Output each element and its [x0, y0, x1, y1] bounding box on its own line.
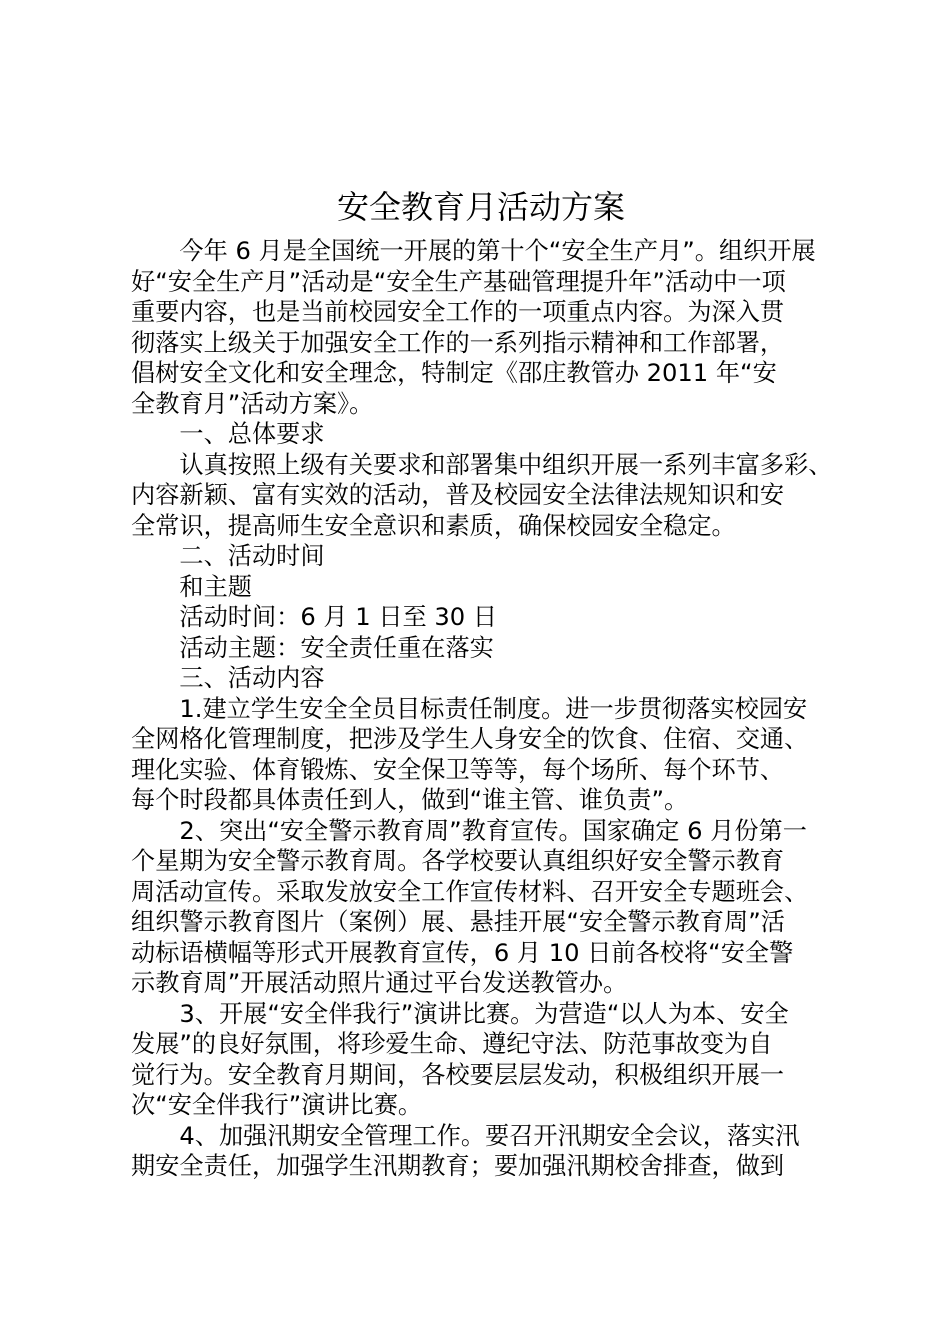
text-line: 理化实验、体育锻炼、安全保卫等等，每个场所、每个环节、 — [131, 755, 785, 784]
text-line: 全网格化管理制度，把涉及学生人身安全的饮食、住宿、交通、 — [131, 725, 809, 753]
document-page — [131, 182, 831, 1182]
text-line: 次“安全伴我行”演讲比赛。 — [131, 1091, 423, 1119]
text-line: 活动时间：6 月 1 日至 30 日 — [179, 603, 498, 631]
text-line: 动标语横幅等形式开展教育宣传，6 月 10 日前各校将“安全警 — [131, 938, 794, 967]
text-line: 内容新颖、富有实效的活动，普及校园安全法律法规知识和安 — [131, 481, 785, 509]
text-line: 二、活动时间 — [179, 542, 325, 570]
text-line: 2、突出“安全警示教育周”教育宣传。国家确定 6 月份第一 — [179, 816, 807, 845]
document-body — [131, 236, 831, 1182]
text-line: 示教育周”开展活动照片通过平台发送教管办。 — [131, 969, 628, 997]
text-line: 今年 6 月是全国统一开展的第十个“安全生产月”。组织开展 — [179, 237, 816, 265]
text-line: 3、开展“安全伴我行”演讲比赛。为营造“以人为本、安全 — [179, 999, 789, 1028]
text-line: 每个时段都具体责任到人，做到“谁主管、谁负责”。 — [131, 786, 689, 814]
text-line: 倡树安全文化和安全理念，特制定《邵庄教管办 2011 年“安 — [131, 359, 777, 387]
text-line: 三、活动内容 — [179, 664, 325, 692]
text-line: 活动主题：安全责任重在落实 — [179, 633, 494, 662]
text-line: 认真按照上级有关要求和部署集中组织开展一系列丰富多彩、 — [179, 450, 833, 479]
text-line: 发展”的良好氛围，将珍爱生命、遵纪守法、防范事故变为自 — [131, 1030, 773, 1058]
text-line: 觉行为。安全教育月期间，各校要层层发动，积极组织开展一 — [131, 1060, 785, 1089]
text-line: 重要内容，也是当前校园安全工作的一项重点内容。为深入贯 — [131, 298, 785, 326]
document-title: 安全教育月活动方案 — [336, 188, 625, 226]
text-line: 全常识，提高师生安全意识和素质，确保校园安全稳定。 — [131, 511, 736, 540]
text-line: 彻落实上级关于加强安全工作的一系列指示精神和工作部署， — [131, 328, 785, 357]
text-line: 好“安全生产月”活动是“安全生产基础管理提升年”活动中一项 — [131, 267, 786, 296]
text-line: 期安全责任，加强学生汛期教育；要加强汛期校舍排查，做到 — [131, 1152, 785, 1180]
text-line: 4、加强汛期安全管理工作。要召开汛期安全会议，落实汛 — [179, 1121, 800, 1150]
text-line: 组织警示教育图片（案例）展、悬挂开展“安全警示教育周”活 — [131, 908, 785, 936]
text-line: 1.建立学生安全全员目标责任制度。进一步贯彻落实校园安 — [179, 694, 808, 723]
text-line: 全教育月”活动方案》。 — [131, 389, 374, 418]
text-line: 周活动宣传。采取发放安全工作宣传材料、召开安全专题班会、 — [131, 877, 809, 906]
text-line: 个星期为安全警示教育周。各学校要认真组织好安全警示教育 — [131, 847, 785, 875]
text-line: 和主题 — [179, 572, 252, 601]
text-line: 一、总体要求 — [179, 420, 325, 448]
